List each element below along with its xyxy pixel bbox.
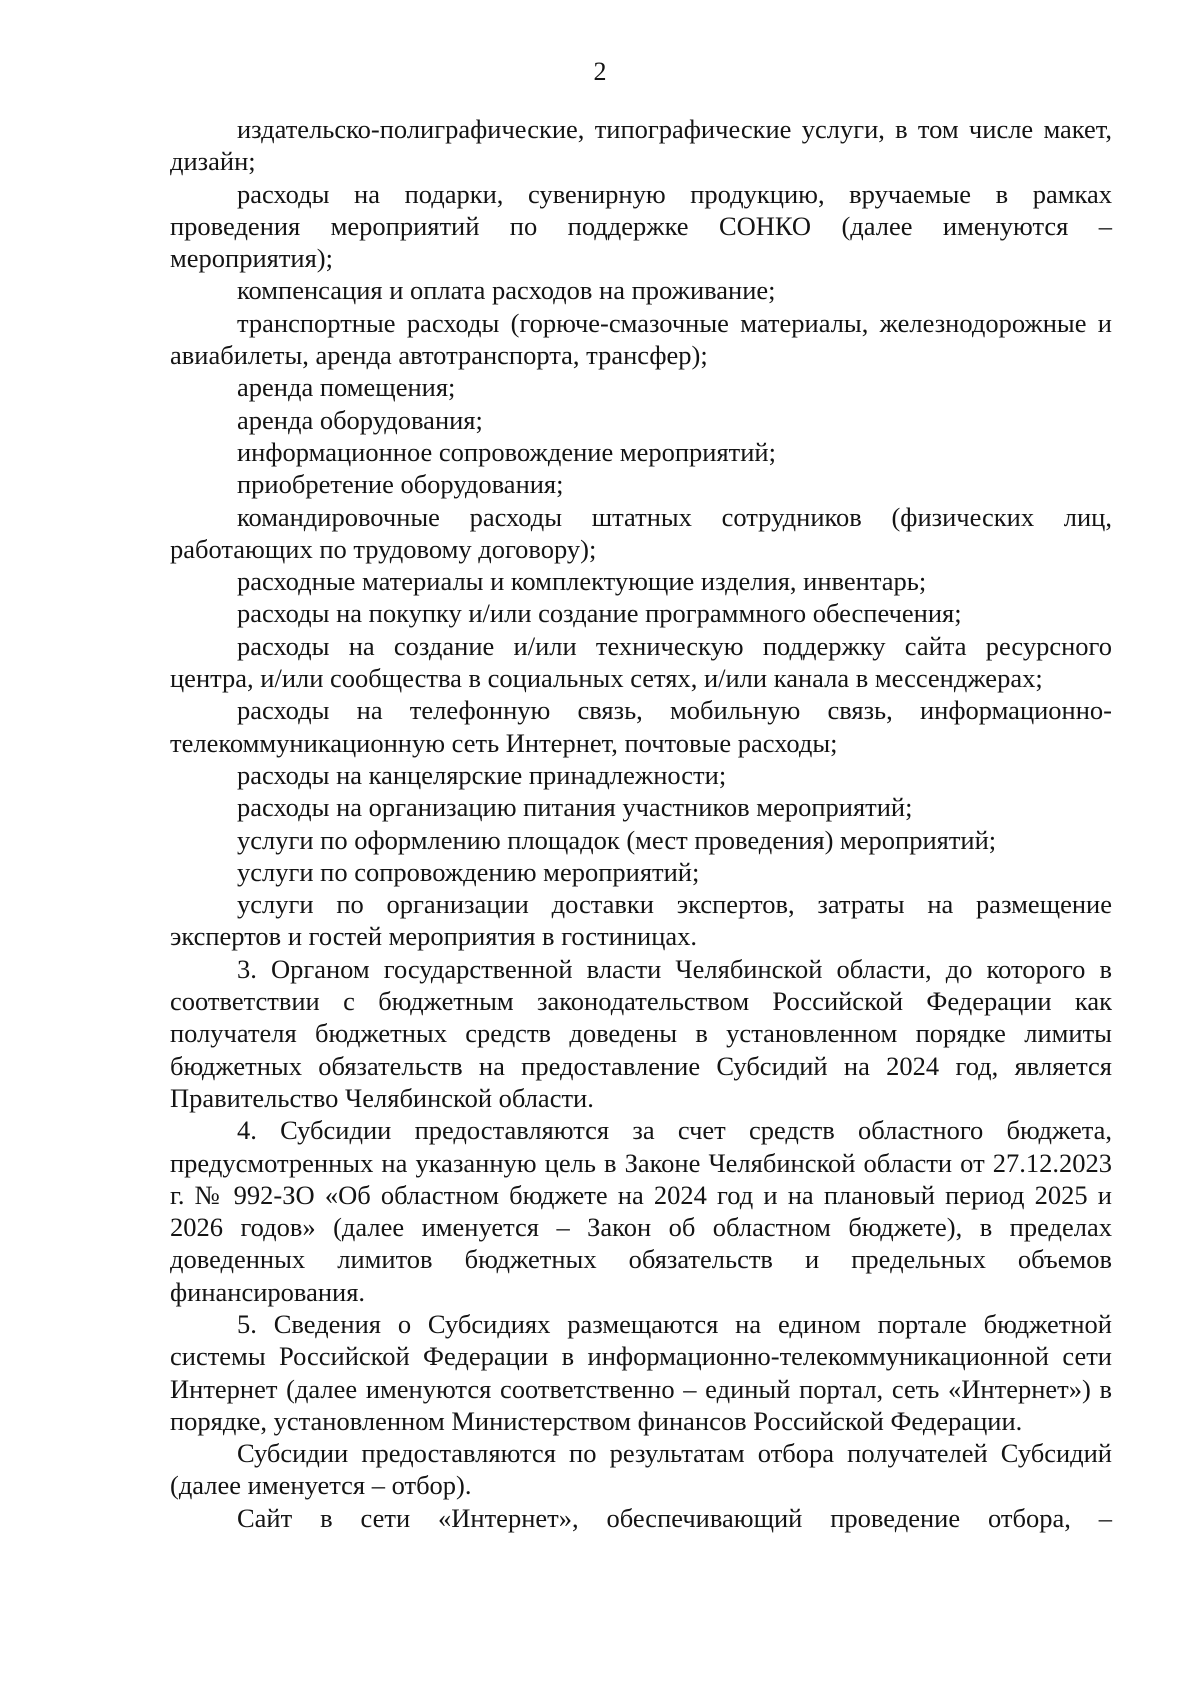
- paragraph-website-support: расходы на создание и/или техническую поддержку сайта ресурсного центра, и/или сообщества в социальных сетях, и/или канала в мессенджерах;: [170, 630, 1112, 694]
- paragraph-publishing-services: издательско-полиграфические, типографические услуги, в том числе макет, дизайн;: [170, 114, 1112, 177]
- paragraph-premises-rent: аренда помещения;: [237, 372, 456, 403]
- paragraph-gifts-souvenirs: расходы на подарки, сувенирную продукцию, вручаемые в рамках проведения мероприятий по поддержке СОНКО (далее именуются – мероприятия);: [170, 178, 1112, 274]
- paragraph-event-support: услуги по сопровождению мероприятий;: [237, 856, 700, 887]
- paragraph-venue-decoration: услуги по оформлению площадок (мест проведения) мероприятий;: [237, 824, 997, 855]
- paragraph-section-5: 5. Сведения о Субсидиях размещаются на едином портале бюджетной системы Российской Федерации в информационно-телекоммуникационной сети Интернет (далее именуются соответственно – единый портал, сеть «Интернет») в порядке, установленном Министерством финансов Российской Федерации.: [170, 1308, 1112, 1436]
- paragraph-section-3: 3. Органом государственной власти Челябинской области, до которого в соответствии с бюджетным законодательством Российской Федерации как получателя бюджетных средств доведены в установленном порядке лимиты бюджетных обязательств на предоставление Субсидий на 2024 год, является Правительство Челябинской области.: [170, 953, 1112, 1113]
- paragraph-selection: Субсидии предоставляются по результатам отбора получателей Субсидий (далее именуется – отбор).: [170, 1438, 1112, 1501]
- paragraph-business-trips: командировочные расходы штатных сотрудников (физических лиц, работающих по трудовому договору);: [170, 501, 1112, 564]
- paragraph-accommodation: компенсация и оплата расходов на проживание;: [237, 275, 776, 306]
- paragraph-software: расходы на покупку и/или создание программного обеспечения;: [237, 598, 962, 629]
- page-number: 2: [593, 57, 607, 86]
- paragraph-selection-website: Сайт в сети «Интернет», обеспечивающий проведение отбора, –: [237, 1502, 1112, 1533]
- paragraph-consumables: расходные материалы и комплектующие изделия, инвентарь;: [237, 566, 927, 597]
- paragraph-equipment-rent: аренда оборудования;: [237, 404, 483, 435]
- paragraph-transport: транспортные расходы (горюче-смазочные материалы, железнодорожные и авиабилеты, аренда автотранспорта, трансфер);: [170, 307, 1112, 371]
- paragraph-information-support: информационное сопровождение мероприятий;: [237, 436, 776, 467]
- paragraph-section-4: 4. Субсидии предоставляются за счет средств областного бюджета, предусмотренных на указанную цель в Законе Челябинской области от 27.12.2023 г. № 992-ЗО «Об областном бюджете на 2024 год и на плановый период 2025 и 2026 годов» (далее именуется – Закон об областном бюджете), в пределах доведенных лимитов бюджетных обязательств и предельных объемов финансирования.: [170, 1115, 1112, 1307]
- paragraph-expert-delivery: услуги по организации доставки экспертов, затраты на размещение экспертов и гостей мероприятия в гостиницах.: [170, 889, 1112, 952]
- paragraph-equipment-purchase: приобретение оборудования;: [237, 469, 564, 500]
- paragraph-stationery: расходы на канцелярские принадлежности;: [237, 759, 727, 790]
- document-body: [170, 113, 1112, 1534]
- paragraph-telecom: расходы на телефонную связь, мобильную связь, информационно-телекоммуникационную сеть Интернет, почтовые расходы;: [170, 695, 1112, 758]
- paragraph-catering: расходы на организацию питания участников мероприятий;: [237, 792, 913, 823]
